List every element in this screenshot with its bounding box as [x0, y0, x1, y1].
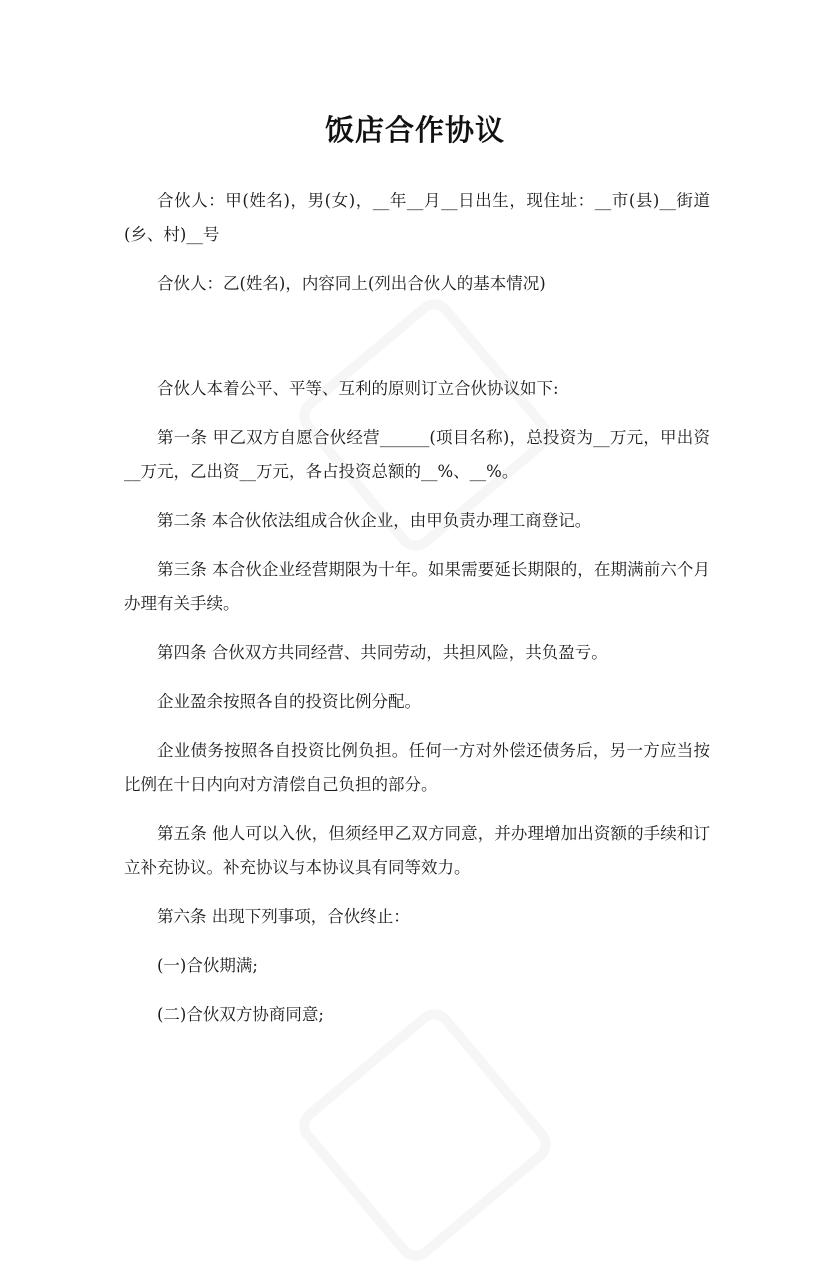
paragraph: (一)合伙期满; [157, 956, 258, 975]
paragraph: 企业债务按照各自投资比例负担。任何一方对外偿还债务后，另一方应当按比例在十日内向对方清偿自己负担的部分。 [124, 741, 710, 794]
paragraph: 合伙人：甲(姓名)，男(女)，__年__月__日出生，现住址：__市(县)__街道(乡、村)__号 [124, 191, 710, 244]
paragraph: 第一条 甲乙双方自愿合伙经营______(项目名称)，总投资为__万元，甲出资__万元，乙出资__万元，各占投资总额的__%、__%。 [124, 428, 710, 481]
paragraph: (二)合伙双方协商同意; [157, 1005, 324, 1024]
document-body [124, 184, 710, 1047]
paragraph: 企业盈余按照各自的投资比例分配。 [157, 692, 421, 711]
paragraph: 合伙人：乙(姓名)，内容同上(列出合伙人的基本情况) [157, 274, 546, 293]
blank-gap [124, 316, 710, 372]
paragraph: 第五条 他人可以入伙，但须经甲乙双方同意，并办理增加出资额的手续和订立补充协议。补充协议与本协议具有同等效力。 [124, 824, 710, 877]
paragraph: 第二条 本合伙依法组成合伙企业，由甲负责办理工商登记。 [157, 511, 592, 530]
paragraph: 第四条 合伙双方共同经营、共同劳动，共担风险，共负盈亏。 [157, 643, 608, 662]
paragraph: 第六条 出现下列事项，合伙终止： [157, 907, 410, 926]
paragraph: 合伙人本着公平、平等、互利的原则订立合伙协议如下: [157, 379, 559, 398]
paragraph: 第三条 本合伙企业经营期限为十年。如果需要延长期限的，在期满前六个月办理有关手续。 [124, 560, 710, 613]
document-title: 饭店合作协议 [324, 113, 505, 147]
